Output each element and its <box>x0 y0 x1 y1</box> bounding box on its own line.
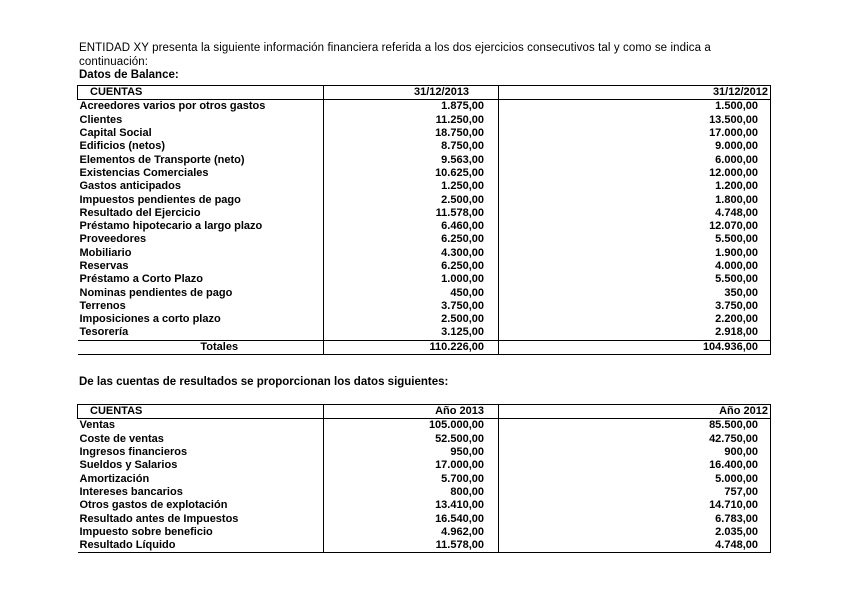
header-2013: Año 2013 <box>324 405 499 419</box>
table-row <box>78 207 771 220</box>
account-name: Tesorería <box>79 326 129 339</box>
account-name: Nominas pendientes de pago <box>79 286 233 299</box>
balance-table <box>77 85 771 355</box>
table-row <box>78 260 771 273</box>
account-name: Resultado Líquido <box>78 539 324 553</box>
value-current: 2.500,00 <box>324 193 499 206</box>
table-row <box>78 499 771 512</box>
account-name: Elementos de Transporte (neto) <box>79 153 245 166</box>
account-name: Intereses bancarios <box>79 485 183 498</box>
table-row <box>78 446 771 459</box>
value-previous: 2.200,00 <box>499 313 771 326</box>
account-name: Amortización <box>79 472 150 485</box>
value-previous: 16.400,00 <box>499 459 771 472</box>
table-row <box>78 419 771 433</box>
value-current: 1.000,00 <box>324 273 499 286</box>
table-row <box>78 167 771 180</box>
value-previous: 5.500,00 <box>499 273 771 286</box>
value-previous: 12.070,00 <box>499 220 771 233</box>
table-row <box>78 526 771 539</box>
account-name: Clientes <box>79 113 123 126</box>
value-previous: 5.000,00 <box>499 472 771 485</box>
value-current: 1.250,00 <box>324 180 499 193</box>
table-row <box>78 247 771 260</box>
table-row <box>78 472 771 485</box>
value-current: 6.460,00 <box>324 220 499 233</box>
value-previous: 4.000,00 <box>499 260 771 273</box>
total-previous: 104.936,00 <box>499 340 771 354</box>
value-previous: 350,00 <box>499 286 771 299</box>
account-name: Ingresos financieros <box>79 446 188 459</box>
table-row <box>78 286 771 299</box>
account-name: Mobiliario <box>79 246 132 259</box>
totals-row <box>78 340 771 354</box>
results-title: De las cuentas de resultados se proporcionan los datos siguientes: <box>79 376 449 388</box>
value-previous: 2.035,00 <box>499 526 771 539</box>
table-header-row <box>78 405 771 419</box>
value-current: 950,00 <box>324 446 499 459</box>
value-previous: 1.200,00 <box>499 180 771 193</box>
header-2012: 31/12/2012 <box>499 86 771 100</box>
value-previous: 12.000,00 <box>499 167 771 180</box>
value-current: 105.000,00 <box>324 419 499 433</box>
value-previous: 1.800,00 <box>499 193 771 206</box>
value-previous: 13.500,00 <box>499 114 771 127</box>
value-current: 9.563,00 <box>324 153 499 166</box>
header-2013: 31/12/2013 <box>324 86 499 100</box>
value-current: 1.875,00 <box>324 100 499 114</box>
table-row <box>78 512 771 525</box>
value-previous: 2.918,00 <box>499 326 771 340</box>
value-current: 4.962,00 <box>324 526 499 539</box>
account-name: Gastos anticipados <box>79 180 181 193</box>
value-previous: 6.783,00 <box>499 512 771 525</box>
table-row <box>78 326 771 340</box>
value-previous: 6.000,00 <box>499 153 771 166</box>
table-row <box>78 273 771 286</box>
value-current: 800,00 <box>324 486 499 499</box>
table-row <box>78 100 771 114</box>
value-current: 4.300,00 <box>324 247 499 260</box>
table-row <box>78 193 771 206</box>
account-name: Préstamo a Corto Plazo <box>79 273 203 286</box>
value-current: 6.250,00 <box>324 260 499 273</box>
value-current: 11.578,00 <box>324 539 499 553</box>
value-previous: 900,00 <box>499 446 771 459</box>
value-current: 11.578,00 <box>324 207 499 220</box>
table-row <box>78 153 771 166</box>
value-previous: 1.900,00 <box>499 247 771 260</box>
account-name: Impuestos pendientes de pago <box>79 193 241 206</box>
account-name: Acreedores varios por otros gastos <box>79 100 266 113</box>
value-current: 17.000,00 <box>324 459 499 472</box>
account-name: Terrenos <box>79 299 126 312</box>
value-previous: 4.748,00 <box>499 207 771 220</box>
intro-text: ENTIDAD XY presenta la siguiente información financiera referida a los dos ejercicios consecutivos tal y como se indica a continuación: <box>79 42 711 68</box>
value-current: 13.410,00 <box>324 499 499 512</box>
value-previous: 17.000,00 <box>499 127 771 140</box>
value-current: 52.500,00 <box>324 433 499 446</box>
table-row <box>78 180 771 193</box>
table-row <box>78 114 771 127</box>
account-name: Reservas <box>79 260 129 272</box>
value-current: 3.750,00 <box>324 300 499 313</box>
table-row <box>78 459 771 472</box>
account-name: Capital Social <box>79 127 152 140</box>
account-name: Edificios (netos) <box>79 140 166 153</box>
account-name: Otros gastos de explotación <box>79 499 228 512</box>
header-cuentas: CUENTAS <box>78 405 324 419</box>
total-current: 110.226,00 <box>324 340 499 354</box>
results-table <box>77 404 771 553</box>
value-current: 450,00 <box>324 286 499 299</box>
value-current: 3.125,00 <box>324 326 499 340</box>
table-row <box>78 433 771 446</box>
table-row <box>78 220 771 233</box>
account-name: Resultado del Ejercicio <box>79 206 201 219</box>
value-previous: 1.500,00 <box>499 100 771 114</box>
account-name: Sueldos y Salarios <box>79 459 178 472</box>
table-row <box>78 486 771 499</box>
value-previous: 85.500,00 <box>499 419 771 433</box>
value-current: 16.540,00 <box>324 512 499 525</box>
balance-title: Datos de Balance: <box>79 69 179 81</box>
account-name: Proveedores <box>79 233 147 246</box>
account-name: Préstamo hipotecario a largo plazo <box>79 220 263 233</box>
totals-label: Totales <box>78 340 324 354</box>
value-current: 8.750,00 <box>324 140 499 153</box>
table-row <box>78 140 771 153</box>
value-current: 6.250,00 <box>324 233 499 246</box>
table-header-row <box>78 86 771 100</box>
table-row <box>78 313 771 326</box>
value-previous: 14.710,00 <box>499 499 771 512</box>
table-row <box>78 233 771 246</box>
value-previous: 4.748,00 <box>499 539 771 553</box>
account-name: Coste de ventas <box>79 432 164 445</box>
value-current: 10.625,00 <box>324 167 499 180</box>
value-previous: 9.000,00 <box>499 140 771 153</box>
value-current: 18.750,00 <box>324 127 499 140</box>
account-name: Existencias Comerciales <box>79 166 209 179</box>
header-2012: Año 2012 <box>499 405 771 419</box>
value-previous: 3.750,00 <box>499 300 771 313</box>
table-row <box>78 300 771 313</box>
table-row <box>78 127 771 140</box>
account-name: Ventas <box>79 419 115 432</box>
value-current: 11.250,00 <box>324 114 499 127</box>
value-current: 5.700,00 <box>324 472 499 485</box>
table-row <box>78 539 771 553</box>
value-previous: 757,00 <box>499 486 771 499</box>
value-previous: 5.500,00 <box>499 233 771 246</box>
header-cuentas: CUENTAS <box>78 86 324 100</box>
value-current: 2.500,00 <box>324 313 499 326</box>
value-previous: 42.750,00 <box>499 433 771 446</box>
account-name: Resultado antes de Impuestos <box>79 512 239 525</box>
account-name: Imposiciones a corto plazo <box>79 313 221 326</box>
account-name: Impuesto sobre beneficio <box>79 525 213 538</box>
